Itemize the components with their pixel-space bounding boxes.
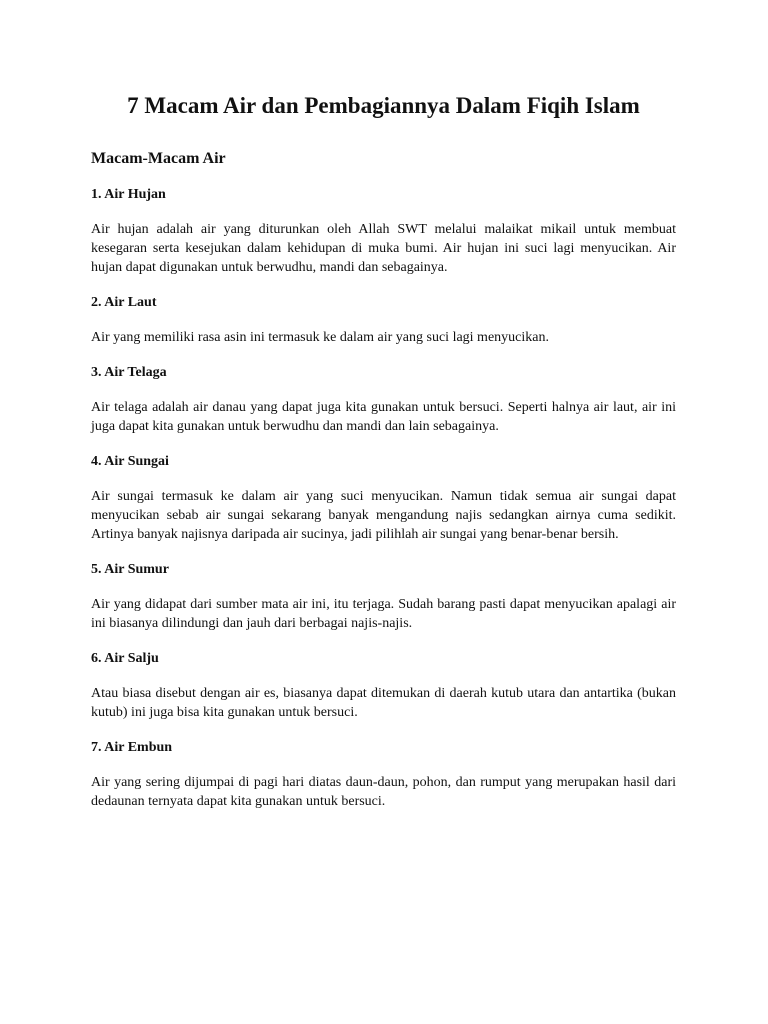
section-heading: 2. Air Laut (91, 295, 157, 310)
section-body: Air sungai termasuk ke dalam air yang suci menyucikan. Namun tidak semua air sungai dapat menyucikan sebab air sungai sekarang banyak mengandung najis sedangkan airnya cuma sedikit. Artinya banyak najisnya daripada air sucinya, jadi pilihlah air sungai yang benar-benar bersih. (91, 489, 676, 542)
section-heading: 4. Air Sungai (91, 454, 169, 469)
document-title: 7 Macam Air dan Pembagiannya Dalam Fiqih Islam (127, 93, 640, 118)
section-heading: 3. Air Telaga (91, 365, 167, 380)
section-body: Air yang memiliki rasa asin ini termasuk ke dalam air yang suci lagi menyucikan. (91, 330, 549, 345)
section-heading: 1. Air Hujan (91, 187, 166, 202)
section-body: Air hujan adalah air yang diturunkan oleh Allah SWT melalui malaikat mikail untuk membuat kesegaran serta kesejukan dalam kehidupan di muka bumi. Air hujan ini suci lagi menyucikan. Air hujan dapat digunakan untuk berwudhu, mandi dan sebagainya. (91, 222, 676, 275)
section-air-laut (91, 294, 676, 347)
section-body: Air telaga adalah air danau yang dapat juga kita gunakan untuk bersuci. Seperti halnya air laut, air ini juga dapat kita gunakan untuk berwudhu dan mandi dan lain sebagainya. (91, 400, 676, 434)
section-body: Air yang didapat dari sumber mata air ini, itu terjaga. Sudah barang pasti dapat menyucikan apalagi air ini biasanya dilindungi dan jauh dari berbagai najis-najis. (91, 597, 676, 631)
section-body: Atau biasa disebut dengan air es, biasanya dapat ditemukan di daerah kutub utara dan antartika (bukan kutub) ini juga bisa kita gunakan untuk bersuci. (91, 686, 676, 720)
section-air-sungai (91, 453, 676, 544)
section-heading: 6. Air Salju (91, 651, 159, 666)
section-heading: 7. Air Embun (91, 740, 173, 755)
document-subtitle: Macam-Macam Air (91, 150, 226, 167)
section-air-telaga (91, 364, 676, 436)
section-air-salju (91, 650, 676, 722)
section-air-sumur (91, 561, 676, 633)
section-body: Air yang sering dijumpai di pagi hari diatas daun-daun, pohon, dan rumput yang merupakan hasil dari dedaunan ternyata dapat kita gunakan untuk bersuci. (91, 775, 676, 809)
section-air-embun (91, 739, 676, 811)
section-heading: 5. Air Sumur (91, 562, 169, 577)
section-air-hujan (91, 186, 676, 277)
